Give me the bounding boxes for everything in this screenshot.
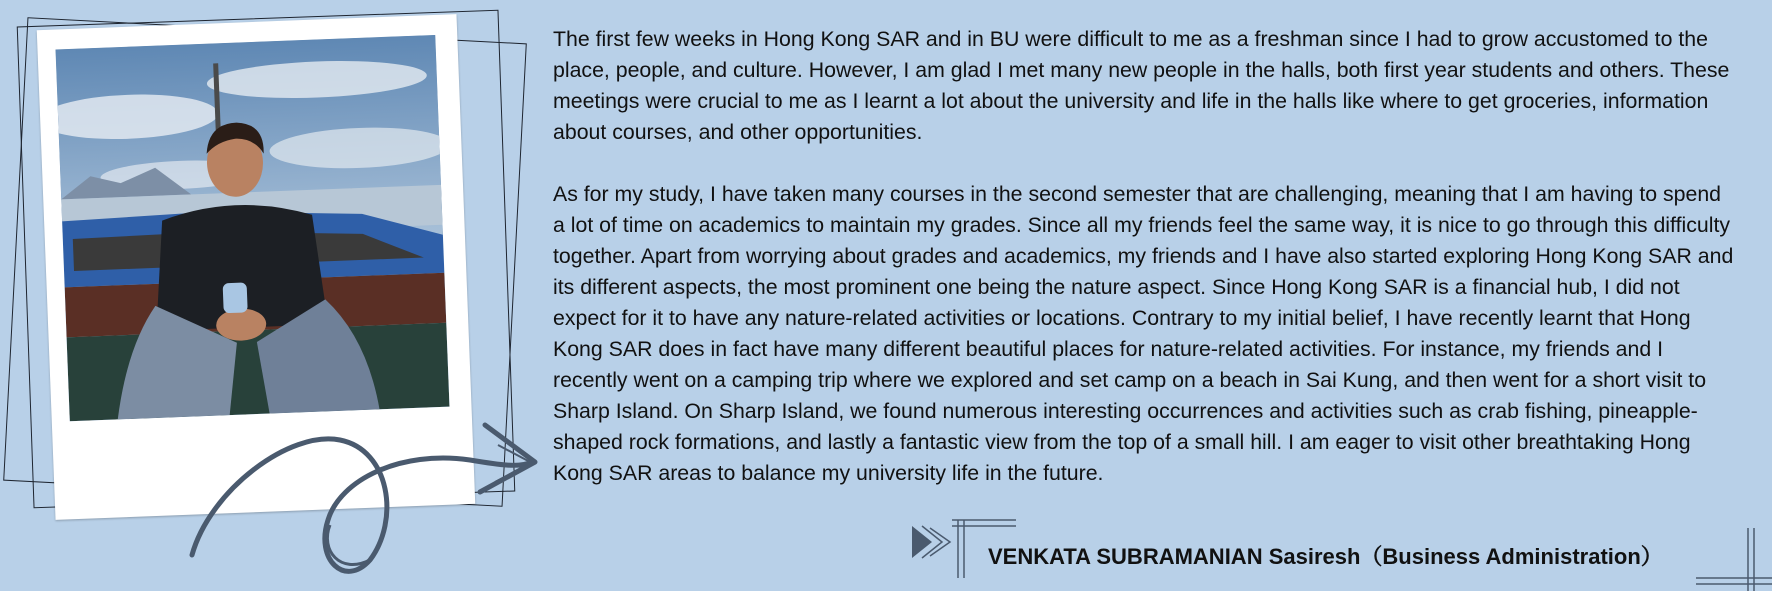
student-photo-illustration [56,35,450,421]
swirl-arrow-flourish [180,410,550,580]
student-photo [56,35,450,421]
article-body [553,24,1738,489]
paragraph-1: The first few weeks in Hong Kong SAR and in BU were difficult to me as a freshman since I had to grow accustomed to the place, people, and culture. However, I am glad I met many new people in the halls, both first year students and others. These meetings were crucial to me as I learnt a lot about the university and life in the halls like where to get groceries, information about courses, and other opportunities. [553,27,1730,144]
paragraph-2: As for my study, I have taken many courses in the second semester that are challenging, meaning that I am having to spend a lot of time on academics to maintain my grades. Since all my friends feel the same way, it is nice to go through this difficulty together. Apart from worrying about grades and academics, my friends and I have also started exploring Hong Kong SAR and its different aspects, the most prominent one being the nature aspect. Since Hong Kong SAR is a financial hub, I did not expect for it to have any nature-related activities or locations. Contrary to my initial belief, I have recently learnt that Hong Kong SAR does in fact have many different beautiful places for nature-related activities. For instance, my friends and I recently went on a camping trip where we explored and set camp on a beach in Sai Kung, and then went for a short visit to Sharp Island. On Sharp Island, we found numerous interesting occurrences and activities such as crab fishing, pineapple-shaped rock formations, and lastly a fantastic view from the top of a small hill. I am eager to visit other breathtaking Hong Kong SAR areas to balance my university life in the future. [553,182,1734,485]
corner-line-ornament [1690,528,1772,591]
author-signature: VENKATA SUBRAMANIAN Sasiresh（Business Administration） [988,544,1663,569]
